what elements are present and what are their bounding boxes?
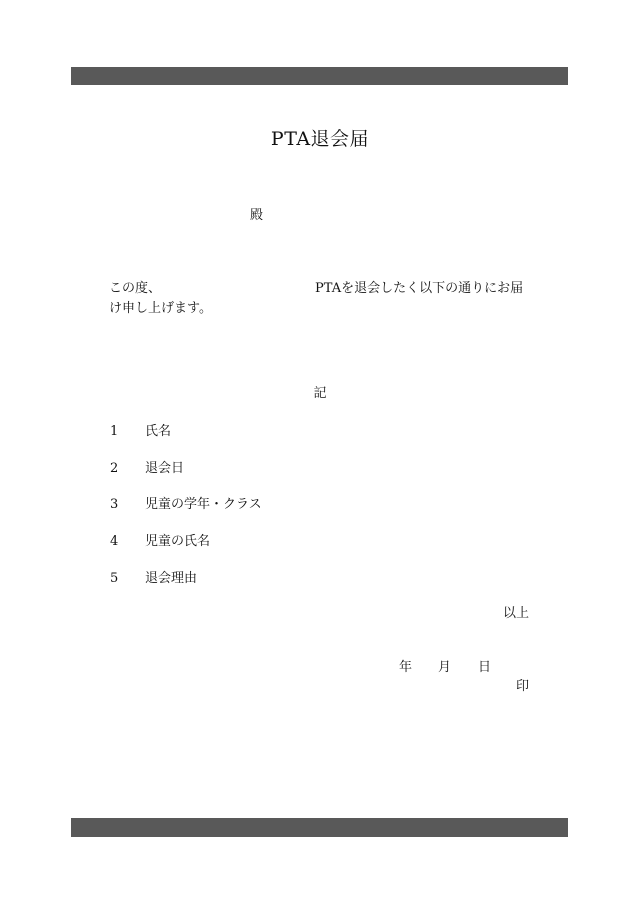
date-year: 年 — [399, 660, 413, 675]
item-label: 児童の氏名 — [145, 534, 211, 549]
date-month: 月 — [438, 660, 452, 675]
addressee-suffix: 殿 — [250, 208, 264, 223]
date-day: 日 — [478, 660, 492, 675]
header-bar — [71, 67, 568, 85]
item-number: 4 — [110, 534, 119, 549]
item-number: 5 — [110, 571, 119, 586]
list-item — [110, 530, 210, 549]
list-item — [110, 457, 184, 476]
document-title: PTA退会届 — [270, 128, 370, 150]
body-line2: け申し上げます。 — [109, 301, 212, 316]
body-line1-end: PTAを退会したく以下の通りにお届 — [315, 281, 524, 296]
closing-text: 以上 — [503, 606, 530, 621]
item-label: 退会日 — [145, 461, 185, 476]
body-line1-start: この度、 — [109, 281, 162, 296]
seal-mark: 印 — [516, 679, 530, 694]
item-label: 氏名 — [145, 424, 172, 439]
list-item — [110, 420, 171, 439]
footer-bar — [71, 818, 568, 837]
list-item — [110, 493, 262, 512]
item-number: 3 — [110, 497, 119, 512]
list-item — [110, 567, 197, 586]
item-number: 2 — [110, 461, 119, 476]
item-label: 児童の学年・クラス — [145, 497, 262, 512]
item-label: 退会理由 — [145, 571, 198, 586]
item-number: 1 — [110, 424, 119, 439]
ki-heading: 記 — [313, 386, 327, 401]
